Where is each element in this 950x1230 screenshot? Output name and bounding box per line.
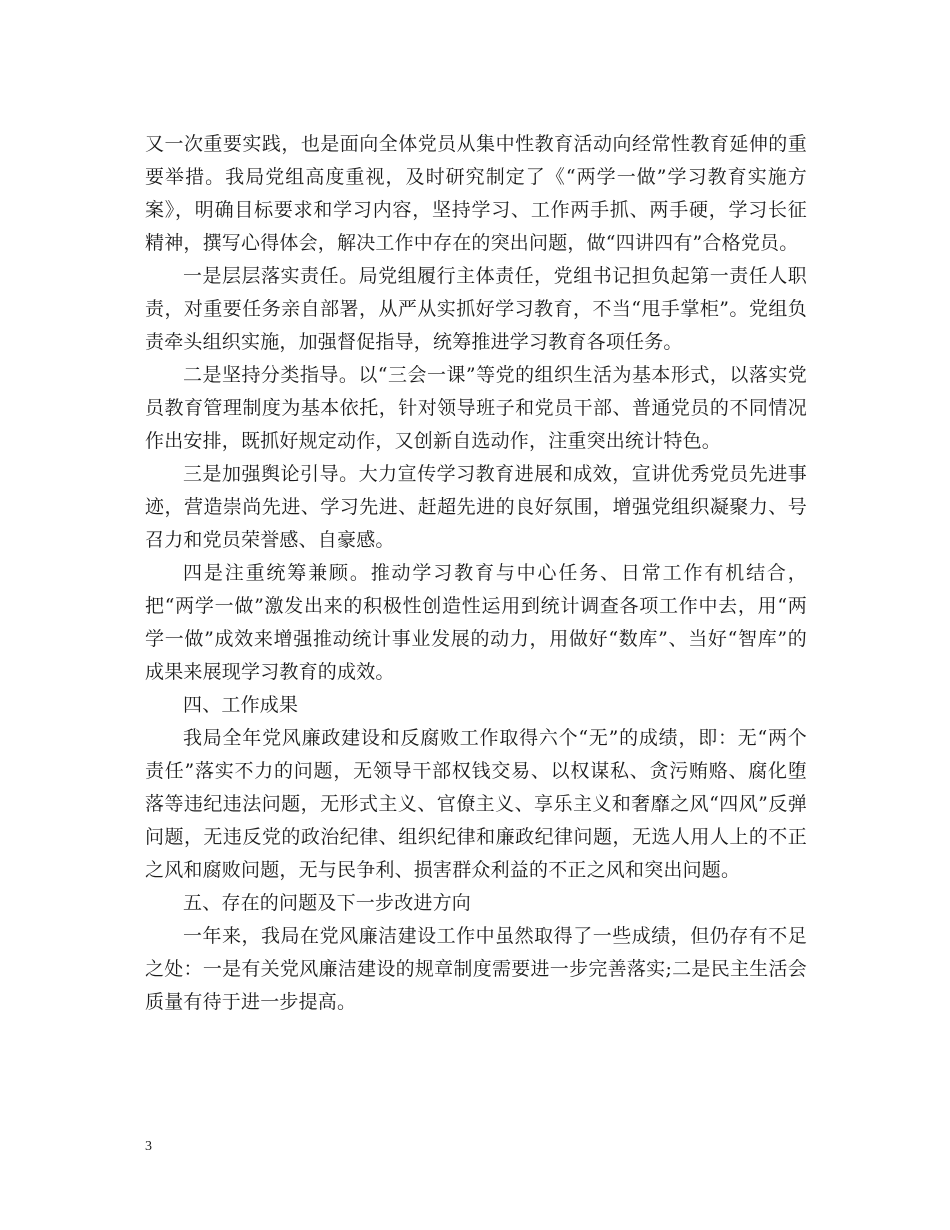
page-number: 3	[145, 1139, 152, 1154]
paragraph-problems: 一年来，我局在党风廉洁建设工作中虽然取得了一些成绩，但仍存有不足之处：一是有关党风廉洁建设的规章制度需要进一步完善落实;二是民主生活会质量有待于进一步提高。	[145, 925, 807, 1013]
document-body	[145, 128, 807, 1019]
paragraph-results: 我局全年党风廉政建设和反腐败工作取得六个“无”的成绩，即：无“两个责任”落实不力的问题，无领导干部权钱交易、以权谋私、贪污贿赂、腐化堕落等违纪违法问题，无形式主义、官僚主义、享乐主义和奢靡之风“四风”反弹问题，无违反党的政治纪律、组织纪律和廉政纪律问题，无选人用人上的不正之风和腐败问题，无与民争利、损害群众利益的不正之风和突出问题。	[145, 727, 807, 881]
paragraph-responsibility: 一是层层落实责任。局党组履行主体责任，党组书记担负起第一责任人职责，对重要任务亲自部署，从严从实抓好学习教育，不当“甩手掌柜”。党组负责牵头组织实施，加强督促指导，统筹推进学习教育各项任务。	[145, 265, 807, 353]
paragraph-guidance: 二是坚持分类指导。以“三会一课”等党的组织生活为基本形式，以落实党员教育管理制度为基本依托，针对领导班子和党员干部、普通党员的不同情况作出安排，既抓好规定动作，又创新自选动作，注重突出统计特色。	[145, 364, 807, 452]
section-heading-problems: 五、存在的问题及下一步改进方向	[183, 892, 472, 914]
paragraph-continuation: 又一次重要实践，也是面向全体党员从集中性教育活动向经常性教育延伸的重要举措。我局党组高度重视，及时研究制定了《“两学一做”学习教育实施方案》，明确目标要求和学习内容，坚持学习、工作两手抓、两手硬，学习长征精神，撰写心得体会，解决工作中存在的突出问题，做“四讲四有”合格党员。	[145, 133, 807, 254]
section-heading-results: 四、工作成果	[183, 694, 299, 716]
paragraph-coordination: 四是注重统筹兼顾。推动学习教育与中心任务、日常工作有机结合，把“两学一做”激发出来的积极性创造性运用到统计调查各项工作中去，用“两学一做”成效来增强推动统计事业发展的动力，用做好“数库”、当好“智库”的成果来展现学习教育的成效。	[145, 562, 807, 683]
paragraph-public-opinion: 三是加强舆论引导。大力宣传学习教育进展和成效，宣讲优秀党员先进事迹，营造崇尚先进、学习先进、赶超先进的良好氛围，增强党组织凝聚力、号召力和党员荣誉感、自豪感。	[145, 463, 807, 551]
